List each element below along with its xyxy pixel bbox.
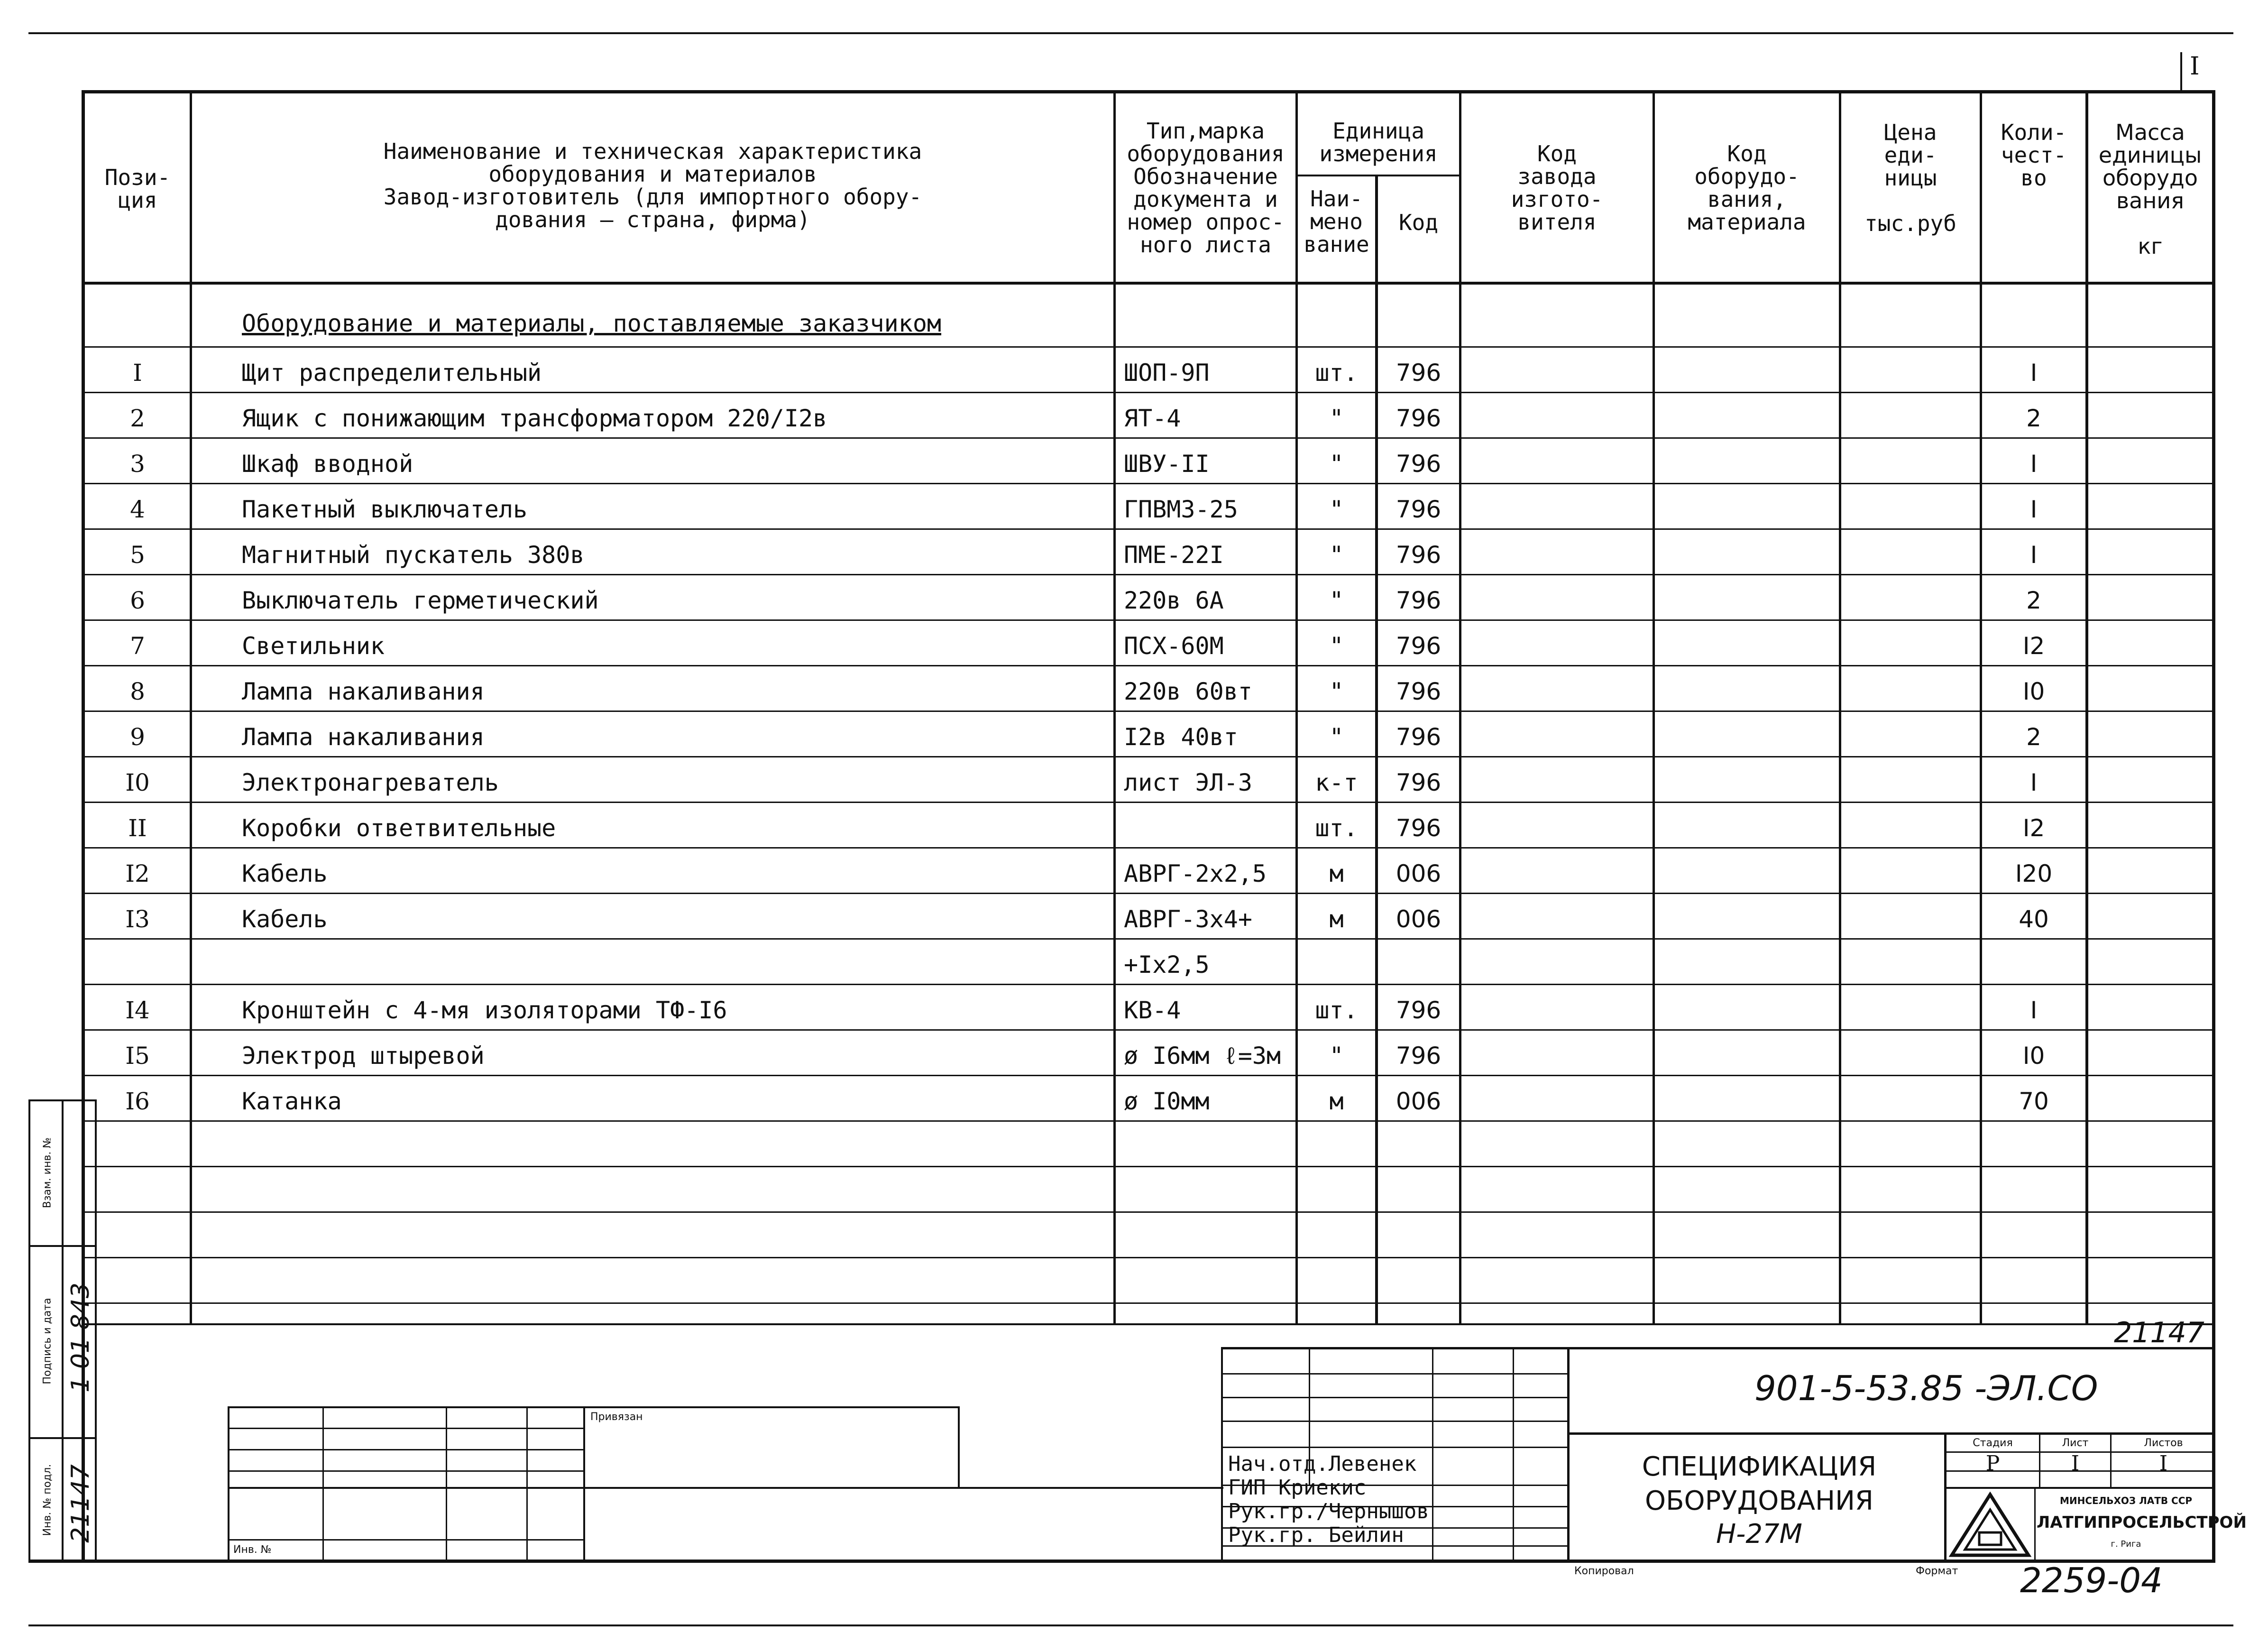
col-line-2 [1113,90,1116,1323]
row-quantity: I2 [2022,632,2045,660]
row-quantity: I [2030,450,2038,478]
row-line [82,1029,2215,1031]
row-quantity: 2 [2026,587,2041,614]
row-type: ПСХ-60М [1124,632,1224,660]
title-h1 [1567,1432,2215,1435]
row-name: Ящик с понижающим трансформатором 220/I2в [242,405,827,432]
sheet-value: I [2071,1451,2080,1476]
row-quantity: I20 [2015,860,2053,887]
document-code: 901-5-53.85 -ЭЛ.СО [1754,1368,2098,1408]
col-line-3 [1295,90,1298,1323]
inv-label: Инв. № [233,1544,272,1556]
side-stamp-left [62,1099,64,1560]
row-unit-code: 796 [1396,723,1442,751]
title-v4 [2034,1487,2036,1560]
row-quantity: I2 [2022,814,2045,842]
side-handwritten-inv: 21147 [66,1464,95,1543]
row-type: ø I6мм ℓ=3м [1124,1042,1281,1070]
row-type: ШВУ-II [1124,450,1210,478]
row-unit: м [1329,905,1344,933]
header-bottom [82,282,2215,285]
side-label-podpis: Подпись и дата [41,1298,54,1384]
row-unit: шт. [1315,814,1358,842]
row-line [82,1257,2215,1258]
row-unit-code: 006 [1396,860,1442,887]
row-unit: шт. [1315,997,1358,1024]
row-position: 2 [130,405,145,432]
page-number: I [2190,52,2200,81]
row-line [82,802,2215,803]
col-line-6 [1653,90,1655,1323]
priv-r5 [228,1539,583,1541]
row-name: Лампа накаливания [242,723,485,751]
col-line-8 [1980,90,1982,1323]
row-line [82,528,2215,530]
row-type: 220в 6А [1124,587,1224,614]
sig-r4 [1221,1447,1567,1448]
row-position: I4 [125,997,150,1024]
row-unit-code: 796 [1396,997,1442,1024]
side-stamp-sep2 [28,1437,97,1439]
row-unit-code: 796 [1396,359,1442,387]
org-line-3: г. Рига [2111,1539,2141,1549]
format-label: Формат [1916,1565,1958,1577]
row-unit-code: 796 [1396,632,1442,660]
side-handwritten-date: 1 01 843 [66,1283,95,1393]
header-unit-name: Наи- мено вание [1304,186,1369,257]
row-unit: " [1329,450,1344,478]
row-type: ПМЕ-22I [1124,541,1224,569]
header-type: Тип,марка оборудования Обозначение документа и номер опрос- ного листа [1127,118,1285,258]
format-number: 2259-04 [2020,1560,2163,1600]
row-position: 3 [130,450,145,478]
row-line [82,847,2215,849]
row-line [82,893,2215,894]
row-unit-code: 006 [1396,1088,1442,1115]
header-name: Наименование и техническая характеристика оборудования и материалов Завод-изготовитель (для импортного обору- дования – страна, фирма) [383,138,922,232]
sheets-label: Листов [2144,1437,2183,1449]
row-quantity: I0 [2022,678,2045,705]
sig-c4 [1567,1347,1570,1560]
header-price: Цена еди- ницы тыс.руб [1864,120,1956,236]
title-line-3: Н-27М [1716,1519,1802,1550]
row-quantity: I [2030,541,2038,569]
row-unit-code: 796 [1396,405,1442,432]
row-unit: " [1329,678,1344,705]
col-line-5 [1459,90,1461,1323]
priv-r4 [228,1487,1223,1489]
row-line [82,437,2215,439]
signatory-4: Рук.гр. Бейлин [1228,1523,1404,1547]
row-name: Коробки ответвительные [242,814,556,842]
row-line [82,392,2215,393]
row-line [82,619,2215,621]
row-unit-code: 796 [1396,496,1442,523]
row-unit: " [1329,405,1344,432]
col-line-7 [1839,90,1841,1323]
signatory-2: ГИП Криекис [1228,1476,1367,1500]
side-stamp-sep1 [28,1245,97,1247]
row-unit: " [1329,541,1344,569]
row-position: I6 [125,1088,150,1115]
row-unit: " [1329,1042,1344,1070]
row-position: I [133,359,142,387]
row-quantity: I [2030,359,2038,387]
row-line [82,711,2215,712]
row-unit-code: 796 [1396,814,1442,842]
row-position: I2 [125,860,150,887]
row-name: Щит распределительный [242,359,542,387]
row-unit: " [1329,723,1344,751]
sig-r3 [1221,1421,1567,1422]
row-unit: к-т [1315,769,1358,796]
row-type: +Iх2,5 [1124,951,1210,978]
row-line [82,483,2215,484]
side-stamp-right [28,1099,30,1560]
row-quantity: I [2030,496,2038,523]
row-name: Кабель [242,860,328,887]
organization-logo [1949,1492,2032,1558]
row-unit: " [1329,587,1344,614]
row-type: АВРГ-3х4+ [1124,905,1252,933]
row-type: лист ЭЛ-3 [1124,769,1252,796]
signatory-3: Рук.гр./Чернышов [1228,1499,1429,1523]
inventory-number: 21147 [2114,1316,2204,1349]
row-name: Магнитный пускатель 380в [242,541,585,569]
row-type: ШОП-9П [1124,359,1210,387]
row-name: Кабель [242,905,328,933]
header-unit-code: Код [1398,210,1439,235]
row-position: 4 [130,496,145,523]
row-name: Кронштейн с 4-мя изоляторами ТФ-I6 [242,997,727,1024]
header-mass: Масса единицы оборудо вания кг [2098,120,2202,259]
priv-c4 [583,1406,585,1563]
row-type: АВРГ-2х2,5 [1124,860,1267,887]
top-trim-line [28,32,2233,34]
page-num-mark [2180,52,2182,90]
row-line [82,1211,2215,1213]
row-name: Электрод штыревой [242,1042,485,1070]
priv-c5 [958,1406,960,1487]
row-position: 9 [130,723,145,751]
row-unit: " [1329,496,1344,523]
side-label-vzam: Взам. инв. № [41,1137,54,1209]
row-name: Выключатель герметический [242,587,599,614]
sheet-label: Лист [2062,1437,2089,1449]
row-unit-code: 796 [1396,769,1442,796]
header-unit: Единица измерения [1319,118,1438,166]
row-name: Электронагреватель [242,769,499,796]
frame-right [2212,90,2215,1560]
header-position: Пози- ция [104,165,171,213]
bottom-trim-line [28,1624,2233,1626]
row-name: Шкаф вводной [242,450,413,478]
row-name: Светильник [242,632,385,660]
col-line-9 [2085,90,2088,1323]
row-position: II [128,814,147,842]
row-unit: м [1329,1088,1344,1115]
org-line-2: ЛАТГИПРОСЕЛЬСТРОЙ [2037,1513,2247,1532]
row-name: Лампа накаливания [242,678,485,705]
row-type: ø I0мм [1124,1088,1210,1115]
copied-label: Копировал [1574,1565,1634,1577]
row-quantity: I0 [2022,1042,2045,1070]
row-unit-code: 796 [1396,678,1442,705]
frame-bottom [28,1560,2215,1563]
row-name: Пакетный выключатель [242,496,528,523]
row-quantity: 70 [2019,1088,2049,1115]
col-line-1 [190,90,192,1323]
header-manufacturer-code: Код завода изгото- вителя [1511,141,1603,235]
org-line-1: МИНСЕЛЬХОЗ ЛАТВ ССР [2059,1495,2193,1506]
row-name: Катанка [242,1088,342,1115]
title-h4 [1944,1487,2215,1489]
row-unit-code: 006 [1396,905,1442,933]
table-end-line [82,1323,2215,1325]
title-line-2: ОБОРУДОВАНИЯ [1645,1486,1873,1516]
row-position: 5 [130,541,145,569]
row-unit-code: 796 [1396,450,1442,478]
row-position: I5 [125,1042,150,1070]
row-line [82,1302,2215,1304]
row-position: 8 [130,678,145,705]
row-line [82,665,2215,666]
row-quantity: I [2030,769,2038,796]
stage-value: Р [1985,1451,2000,1476]
stage-label: Стадия [1973,1437,2013,1449]
title-line-1: СПЕЦИФИКАЦИЯ [1642,1451,1877,1482]
priv-r1 [228,1428,583,1429]
row-quantity: 2 [2026,723,2041,751]
row-line [82,346,2215,348]
side-stamp-top [28,1099,97,1101]
row-quantity: I [2030,997,2038,1024]
row-unit: " [1329,632,1344,660]
row-unit-code: 796 [1396,587,1442,614]
frame-top [82,90,2215,93]
side-label-inv: Инв. № подл. [41,1464,54,1536]
sig-top [1221,1347,2215,1349]
row-position: I3 [125,905,150,933]
row-position: 7 [130,632,145,660]
header-equipment-code: Код оборудо- вания, материала [1688,141,1806,235]
priv-r3 [228,1470,583,1472]
row-type: КВ-4 [1124,997,1181,1024]
row-line [82,574,2215,575]
section-title: Оборудование и материалы, поставляемые заказчиком [242,310,942,337]
row-unit: шт. [1315,359,1358,387]
row-line [82,1075,2215,1076]
row-unit: м [1329,860,1344,887]
row-line [82,756,2215,757]
row-line [82,984,2215,985]
header-quantity: Коли- чест- во [2001,120,2067,191]
row-type: 220в 60вт [1124,678,1252,705]
row-position: I0 [125,769,150,796]
row-line [82,938,2215,940]
priv-top [228,1406,958,1408]
row-line [82,1120,2215,1122]
sig-r2 [1221,1397,1567,1398]
priv-r2 [228,1449,583,1450]
privyazan-label: Привязан [590,1411,643,1423]
row-position: 6 [130,587,145,614]
row-quantity: 2 [2026,405,2041,432]
row-unit-code: 796 [1396,1042,1442,1070]
row-unit-code: 796 [1396,541,1442,569]
row-type: ГПВМЗ-25 [1124,496,1238,523]
sig-r1 [1221,1373,1567,1375]
signatory-1: Нач.отд.Левенек [1228,1452,1417,1476]
row-line [82,1166,2215,1167]
side-stamp-mid [95,1099,97,1560]
sheets-value: I [2159,1451,2168,1476]
row-type: ЯТ-4 [1124,405,1181,432]
row-type: I2в 40вт [1124,723,1238,751]
row-quantity: 40 [2019,905,2049,933]
